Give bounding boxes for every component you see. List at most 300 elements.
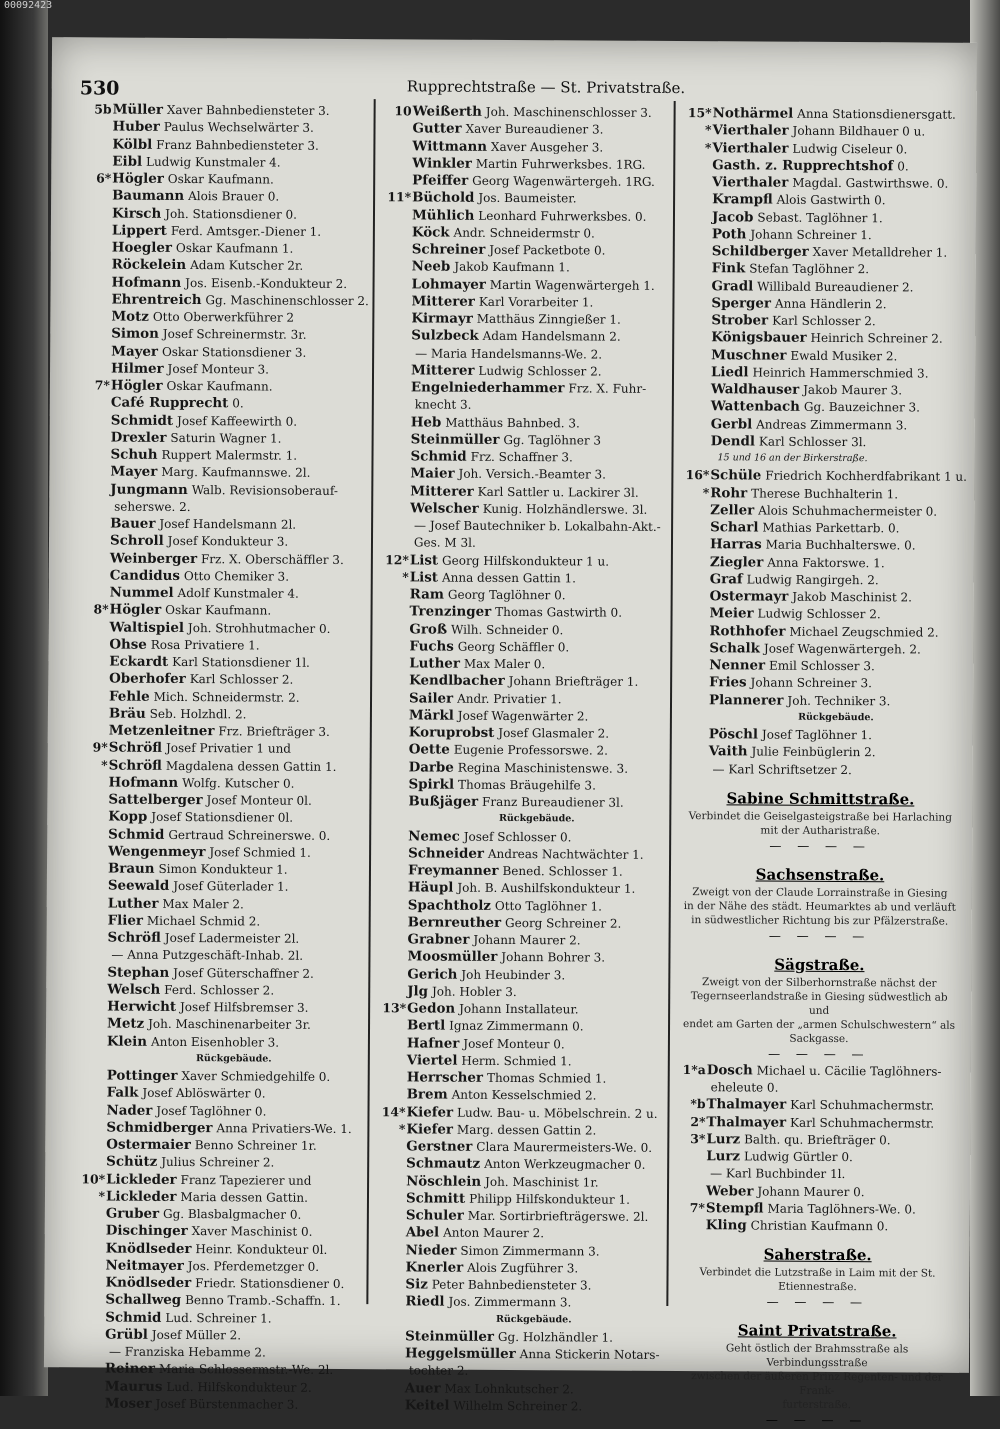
entry-details: Anna Privatiers-We. 1. xyxy=(216,1121,351,1136)
surname: Strober xyxy=(711,312,768,328)
surname: Seewald xyxy=(108,878,169,894)
surname: Oberhofer xyxy=(109,671,186,687)
surname: Grübl xyxy=(105,1326,148,1342)
entry-details: Josef Kaffeewirth 0. xyxy=(177,413,297,428)
surname: Gutter xyxy=(412,121,461,137)
entry-details: Ludwig Ciseleur 0. xyxy=(792,141,907,156)
directory-entry xyxy=(375,844,668,863)
entry-details: Magdal. Gastwirthswe. 0. xyxy=(792,176,948,191)
surname: Bußjäger xyxy=(408,793,478,809)
directory-entry xyxy=(77,514,367,533)
column-1 xyxy=(72,100,370,1413)
directory-entry xyxy=(676,725,966,744)
directory-entry xyxy=(374,1068,667,1087)
surname: Thalmayer xyxy=(707,1096,787,1112)
directory-entry xyxy=(674,1095,964,1114)
surname: Schröfl xyxy=(108,930,161,946)
surname: Café Rupprecht xyxy=(111,395,229,412)
surname: Rohr xyxy=(710,485,747,501)
directory-entry xyxy=(76,652,366,671)
entry-details: Wilhelm Schreiner 2. xyxy=(453,1398,582,1413)
directory-entry xyxy=(72,1394,362,1413)
directory-entry xyxy=(79,256,369,275)
surname: Lickleder xyxy=(106,1171,177,1187)
directory-entry xyxy=(374,1051,667,1070)
entry-details: Josef Kondukteur 3. xyxy=(168,534,289,549)
surname: Flier xyxy=(108,912,143,928)
entry-details: Eugenie Professorswe. 2. xyxy=(454,743,608,758)
entry-details: Philipp Hilfskondukteur 1. xyxy=(469,1192,630,1207)
surname: Abel xyxy=(406,1225,439,1241)
directory-entry xyxy=(375,878,668,897)
entry-details: Stefan Taglöhner 2. xyxy=(749,262,869,277)
entry-details: Mar. Sortirbriefträgerswe. 2l. xyxy=(468,1209,649,1224)
directory-entry xyxy=(678,380,968,399)
surname: Klein xyxy=(107,1033,147,1049)
directory-entry xyxy=(73,1187,363,1206)
surname: Nenner xyxy=(709,657,765,673)
surname: Knerler xyxy=(406,1259,464,1275)
street-description: furterstraße. xyxy=(672,1397,962,1413)
entry-details: Josef Schlosser 0. xyxy=(464,829,572,844)
surname: Huber xyxy=(112,119,159,135)
directory-entry xyxy=(679,121,969,140)
directory-entry xyxy=(678,311,968,330)
directory-entry xyxy=(74,1032,364,1051)
entry-details: 0. xyxy=(232,397,244,411)
directory-entry xyxy=(673,1113,963,1132)
directory-entry xyxy=(673,1199,963,1218)
entry-details: Ludwig Rangirgeh. 2. xyxy=(747,572,879,587)
directory-entry xyxy=(76,635,366,654)
catalog-id: 00092423 xyxy=(4,0,52,11)
surname: Sulzbeck xyxy=(411,328,479,344)
entry-details: Heinrich Schreiner 2. xyxy=(811,331,943,346)
entry-details: Marg. Kaufmannswe. 2l. xyxy=(161,465,310,480)
house-number: 10 xyxy=(380,102,413,119)
surname: Mayer xyxy=(111,343,158,359)
section-label: Rückgebäude. xyxy=(676,708,966,727)
directory-entry xyxy=(75,790,365,809)
directory-entry xyxy=(78,394,368,413)
surname: Herrscher xyxy=(407,1069,483,1085)
surname: Krampfl xyxy=(712,191,773,207)
directory-entry xyxy=(79,204,369,223)
surname: Luther xyxy=(108,895,159,911)
surname: Metz xyxy=(107,1016,144,1032)
directory-entry xyxy=(677,484,967,503)
separator: — — — — xyxy=(672,1411,962,1429)
directory-entry xyxy=(378,344,671,363)
entry-details: Frz. X. Fuhr- xyxy=(568,381,646,395)
entry-details: Joh. Stationsdiener 0. xyxy=(165,206,297,221)
entry-details: Martin Fuhrwerksbes. 1RG. xyxy=(476,157,646,172)
entry-details: Mich. Schneidermstr. 2. xyxy=(154,689,300,704)
street-description: Etiennestraße. xyxy=(672,1279,962,1295)
surname: Wittmann xyxy=(412,138,487,154)
surname: Schmid xyxy=(108,826,164,842)
house-number: 3* xyxy=(673,1130,706,1147)
directory-entry xyxy=(79,118,369,137)
entry-details: Josef Ablöswärter 0. xyxy=(142,1086,265,1101)
surname: Hofmann xyxy=(108,774,178,790)
entry-details: Maria dessen Gattin. xyxy=(180,1190,308,1205)
surname: Candidus xyxy=(110,567,180,583)
surname: Liedl xyxy=(711,364,749,380)
directory-entry xyxy=(77,601,367,620)
separator: — — — — xyxy=(675,927,965,945)
surname: Fehle xyxy=(109,688,150,704)
directory-entry xyxy=(73,1170,363,1189)
directory-entry xyxy=(376,671,669,690)
directory-entry xyxy=(373,1137,666,1156)
surname: Ziegler xyxy=(710,554,764,570)
house-number: 10* xyxy=(73,1170,106,1187)
directory-entry xyxy=(379,257,672,276)
entry-details: Josef Müller 2. xyxy=(152,1328,241,1343)
surname: Mitterer xyxy=(411,293,475,309)
street-heading: Sachsenstraße. xyxy=(675,863,965,887)
surname: Heb xyxy=(411,414,442,430)
entry-details: Friedr. Stationsdiener 0. xyxy=(195,1276,344,1291)
entry-details: Ludwig Gürtler 0. xyxy=(744,1149,853,1164)
surname: Welsch xyxy=(107,981,160,997)
house-number: 12* xyxy=(377,551,410,568)
entry-details: Benno Tramb.-Schaffn. 1. xyxy=(185,1293,340,1308)
entry-details: Oskar Kaufmann. xyxy=(165,603,271,618)
entry-details: Jos. Pferdemetzger 0. xyxy=(188,1259,319,1274)
directory-entry xyxy=(76,670,366,689)
directory-entry xyxy=(75,928,365,947)
entry-details: Leonhard Fuhrwerksbes. 0. xyxy=(478,208,646,223)
entry-details: Ferd. Amtsger.-Diener 1. xyxy=(171,224,321,239)
surname: Groß xyxy=(409,621,447,637)
surname: Schmidt xyxy=(111,412,173,428)
street-description: Geht östlich der Brahmsstraße als Verbindungsstraße xyxy=(672,1341,962,1371)
directory-entry xyxy=(78,359,368,378)
directory-entry xyxy=(73,1118,363,1137)
surname: Röckelein xyxy=(112,257,187,273)
directory-entry xyxy=(76,721,366,740)
directory-entry xyxy=(79,273,369,292)
surname: Lurz xyxy=(706,1148,740,1164)
entry-details: Anton Maurer 2. xyxy=(443,1226,544,1241)
entry-details: Josef Glasmaler 2. xyxy=(498,726,609,741)
directory-entry xyxy=(378,413,671,432)
directory-entry xyxy=(674,1061,964,1080)
entry-details: Georg Hilfskondukteur 1 u. xyxy=(442,553,609,568)
entry-details: Josef Monteur 0. xyxy=(463,1036,565,1051)
surname: Keitel xyxy=(405,1397,450,1413)
entry-details: Josef Taglöhner 1. xyxy=(762,728,872,743)
directory-entry xyxy=(373,1154,666,1173)
directory-entry xyxy=(72,1273,362,1292)
directory-entry xyxy=(378,430,671,449)
entry-details: Alois Zugführer 3. xyxy=(467,1260,578,1275)
directory-entry xyxy=(78,428,368,447)
surname: Koruprobst xyxy=(409,724,495,741)
surname: Oette xyxy=(409,742,450,758)
surname: Schuler xyxy=(406,1207,464,1223)
surname: Kiefer xyxy=(406,1121,453,1137)
surname: Sperger xyxy=(711,295,771,311)
directory-entry xyxy=(75,825,365,844)
entry-details: Jakob Maurer 3. xyxy=(803,383,902,398)
surname: Mühlich xyxy=(412,207,474,223)
surname: Falk xyxy=(107,1085,139,1101)
directory-entry xyxy=(677,570,967,589)
street-description: endet am Garten der „armen Schulschwestern“ als xyxy=(674,1017,964,1033)
surname: Gerstner xyxy=(406,1138,472,1154)
surname: Scharl xyxy=(710,519,758,535)
house-number: 16* xyxy=(677,466,710,483)
entry-details: Heinrich Hammerschmied 3. xyxy=(752,365,928,380)
directory-entry xyxy=(379,137,672,156)
entry-details: Jos. Zimmermann 3. xyxy=(448,1295,571,1310)
directory-entry xyxy=(373,1206,666,1225)
separator: — — — — xyxy=(672,1293,962,1311)
surname: Vierthaler xyxy=(712,122,788,138)
entry-details: Jos. Eisenb.-Kondukteur 2. xyxy=(185,276,347,291)
directory-entry xyxy=(77,549,367,568)
directory-entry xyxy=(377,551,670,570)
entry-details: Anton Eisenhobler 3. xyxy=(151,1034,279,1049)
surname: Bräu xyxy=(109,705,146,721)
entry-details: Ludwig Kunstmaler 4. xyxy=(146,155,281,170)
entry-details: Johann Maurer 2. xyxy=(473,933,580,948)
directory-entry xyxy=(679,190,969,209)
directory-entry xyxy=(75,808,365,827)
directory-entry xyxy=(375,913,668,932)
directory-entry xyxy=(74,946,364,965)
directory-entry xyxy=(372,1275,665,1294)
directory-entry xyxy=(74,1066,364,1085)
entry-details: Josef Stationsdiener 0l. xyxy=(151,810,293,825)
surname: Hilmer xyxy=(111,360,164,376)
directory-entry xyxy=(378,292,671,311)
surname: Kendlbacher xyxy=(409,673,505,690)
directory-entry xyxy=(73,1135,363,1154)
entry-details: Michael Schmid 2. xyxy=(147,914,260,929)
entry-details: Anna Stationsdienersgatt. xyxy=(797,107,956,122)
entry-details: 0. xyxy=(897,159,909,173)
directory-entry xyxy=(379,154,672,173)
surname: Poth xyxy=(712,226,747,242)
entry-details: Simon Kondukteur 1. xyxy=(158,862,287,877)
directory-entry xyxy=(673,1216,963,1235)
surname: Mayer xyxy=(110,464,157,480)
surname: Sattelberger xyxy=(108,792,202,809)
surname: Lippert xyxy=(112,222,167,238)
entry-details: eheleute 0. xyxy=(711,1080,779,1094)
house-number: 9* xyxy=(76,739,109,756)
directory-entry xyxy=(376,620,669,639)
directory-entry xyxy=(379,275,672,294)
surname: Weber xyxy=(706,1183,754,1199)
surname: Märkl xyxy=(409,707,454,723)
directory-entry xyxy=(374,999,667,1018)
surname: Schmitt xyxy=(406,1190,465,1206)
street-heading: Sabine Schmittstraße. xyxy=(675,787,965,811)
entry-details: — Maria Handelsmanns-We. 2. xyxy=(415,346,602,361)
entry-details: Andreas Zimmermann 3. xyxy=(756,417,907,432)
entry-details: Ges. M 3l. xyxy=(414,536,476,550)
street-description: Tegernseerlandstraße in Giesing südwestlich ab und xyxy=(674,989,964,1019)
section-label: Rückgebäude. xyxy=(74,1049,364,1068)
surname: Pottinger xyxy=(107,1068,178,1084)
directory-entry xyxy=(378,395,671,414)
surname: Thalmayer xyxy=(706,1114,786,1130)
surname: Vaith xyxy=(709,743,748,759)
entry-details: Oskar Kaufmann. xyxy=(166,379,272,394)
directory-entry xyxy=(77,583,367,602)
surname: Neitmayer xyxy=(106,1257,184,1273)
surname: Vierthaler xyxy=(712,140,788,156)
directory-entry xyxy=(76,704,366,723)
entry-details: Maria Buchhalterswe. 0. xyxy=(766,538,916,553)
entry-details: Clara Maurermeisters-We. 0. xyxy=(476,1140,652,1155)
surname: Grabner xyxy=(408,931,470,947)
surname: Brem xyxy=(407,1087,448,1103)
house-number: 7* xyxy=(673,1199,706,1216)
entry-details: Anton Kesselschmied 2. xyxy=(452,1088,597,1103)
entry-details: Karl Schlosser 3l. xyxy=(759,434,867,449)
directory-entry xyxy=(678,294,968,313)
surname: Schröfl xyxy=(109,757,162,773)
entry-details: Josef Monteur 3. xyxy=(168,362,270,377)
entry-details: Max Lohnkutscher 2. xyxy=(444,1381,573,1396)
directory-entry xyxy=(73,1239,363,1258)
directory-entry xyxy=(375,861,668,880)
directory-entry xyxy=(79,135,369,154)
footnote: 15 und 16 an der Birkerstraße. xyxy=(677,449,967,468)
surname: Braun xyxy=(108,861,155,877)
entry-details: Wilh. Schneider 0. xyxy=(451,622,563,637)
entry-details: Ferd. Schlosser 2. xyxy=(164,983,274,998)
directory-entry xyxy=(376,689,669,708)
directory-entry xyxy=(679,242,969,261)
directory-entry xyxy=(376,740,669,759)
directory-entry xyxy=(77,463,367,482)
surname: Kiefer xyxy=(406,1104,453,1120)
directory-entry xyxy=(78,325,368,344)
house-number: * xyxy=(679,121,712,138)
entry-details: Kunig. Holzhändlerswe. 3l. xyxy=(483,502,648,517)
directory-entry xyxy=(376,758,669,777)
directory-entry xyxy=(373,1241,666,1260)
entry-details: Walb. Revisionsoberauf- xyxy=(192,483,338,498)
entry-details: seherswe. 2. xyxy=(114,499,191,513)
surname: Sailer xyxy=(409,690,453,706)
entry-details: Max Maler 2. xyxy=(162,896,243,910)
directory-entry xyxy=(76,739,366,758)
entry-details: Heinr. Kondukteur 0l. xyxy=(195,1242,327,1257)
entry-details: Franz Bahnbediensteter 3. xyxy=(156,137,319,152)
entry-details: Josef Wagenwärter 2. xyxy=(458,708,589,723)
entry-details: Gertraud Schreinerswe. 0. xyxy=(168,827,330,842)
directory-entry xyxy=(72,1360,362,1379)
directory-entry xyxy=(74,1015,364,1034)
surname: Weinberger xyxy=(110,550,197,567)
entry-details: Karl Vorarbeiter 1. xyxy=(479,295,594,310)
entry-details: Josef Güterlader 1. xyxy=(173,879,288,894)
directory-entry xyxy=(73,1256,363,1275)
surname: Mitterer xyxy=(410,483,474,499)
entry-details: Georg Taglöhner 0. xyxy=(448,588,566,603)
surname: Winkler xyxy=(412,155,472,171)
directory-entry xyxy=(677,604,967,623)
surname: Neeb xyxy=(412,259,451,275)
directory-entry xyxy=(79,169,369,188)
directory-entry xyxy=(75,877,365,896)
directory-page xyxy=(44,37,977,1373)
surname: Gedon xyxy=(407,1000,455,1016)
entry-details: — Franziska Hebamme 2. xyxy=(109,1345,266,1360)
entry-details: Alois Brauer 0. xyxy=(188,189,279,204)
entry-details: Ludw. Bau- u. Möbelschrein. 2 u. xyxy=(457,1105,658,1120)
directory-entry xyxy=(75,859,365,878)
directory-entry xyxy=(679,259,969,278)
surname: Ohse xyxy=(109,636,147,652)
directory-entry xyxy=(72,1308,362,1327)
directory-entry xyxy=(679,208,969,227)
directory-entry xyxy=(379,223,672,242)
directory-entry xyxy=(375,775,668,794)
surname: Dosch xyxy=(707,1062,753,1078)
surname: Eckardt xyxy=(109,654,168,670)
directory-entry xyxy=(676,691,966,710)
entry-details: — Josef Bautechniker b. Lokalbahn-Akt.- xyxy=(414,518,661,534)
surname: Bernreuther xyxy=(408,914,502,931)
entry-details: Xaver Metalldreher 1. xyxy=(813,245,948,260)
directory-entry xyxy=(76,618,366,637)
surname: Schuh xyxy=(110,447,157,463)
house-number: * xyxy=(73,1187,106,1204)
directory-entry xyxy=(79,152,369,171)
entry-details: Gg. Taglöhner 3 xyxy=(503,433,601,448)
directory-entry xyxy=(677,553,967,572)
directory-entry xyxy=(73,1204,363,1223)
directory-entry xyxy=(378,309,671,328)
directory-entry xyxy=(75,911,365,930)
entry-details: Therese Buchhalterin 1. xyxy=(751,486,898,501)
directory-entry xyxy=(74,997,364,1016)
directory-entry xyxy=(376,654,669,673)
directory-entry xyxy=(373,1223,666,1242)
surname: Dischinger xyxy=(106,1223,188,1239)
directory-entry xyxy=(378,326,671,345)
surname: List xyxy=(410,569,438,585)
surname: Lohmayer xyxy=(412,276,486,292)
entry-details: Johann Schreiner 3. xyxy=(751,676,872,691)
surname: Lickleder xyxy=(106,1188,177,1204)
surname: Jacob xyxy=(712,209,754,225)
directory-entry xyxy=(676,639,966,658)
entry-details: Seb. Holzhdl. 2. xyxy=(150,707,247,722)
entry-details: Adam Kutscher 2r. xyxy=(190,258,303,273)
entry-details: Gg. Holzhändler 1. xyxy=(498,1330,613,1345)
surname: Schüle xyxy=(710,467,761,483)
surname: Schalk xyxy=(709,640,760,656)
entry-details: Willibald Bureaudiener 2. xyxy=(757,279,913,294)
directory-entry xyxy=(374,947,667,966)
entry-details: Karl Schuhmachermstr. xyxy=(790,1098,934,1113)
directory-entry xyxy=(676,622,966,641)
entry-details: Franz Tapezierer und xyxy=(180,1172,311,1187)
entry-details: Rosa Privatiere 1. xyxy=(151,638,260,653)
surname: Riedl xyxy=(405,1294,444,1310)
surname: Engelniederhammer xyxy=(411,379,565,396)
